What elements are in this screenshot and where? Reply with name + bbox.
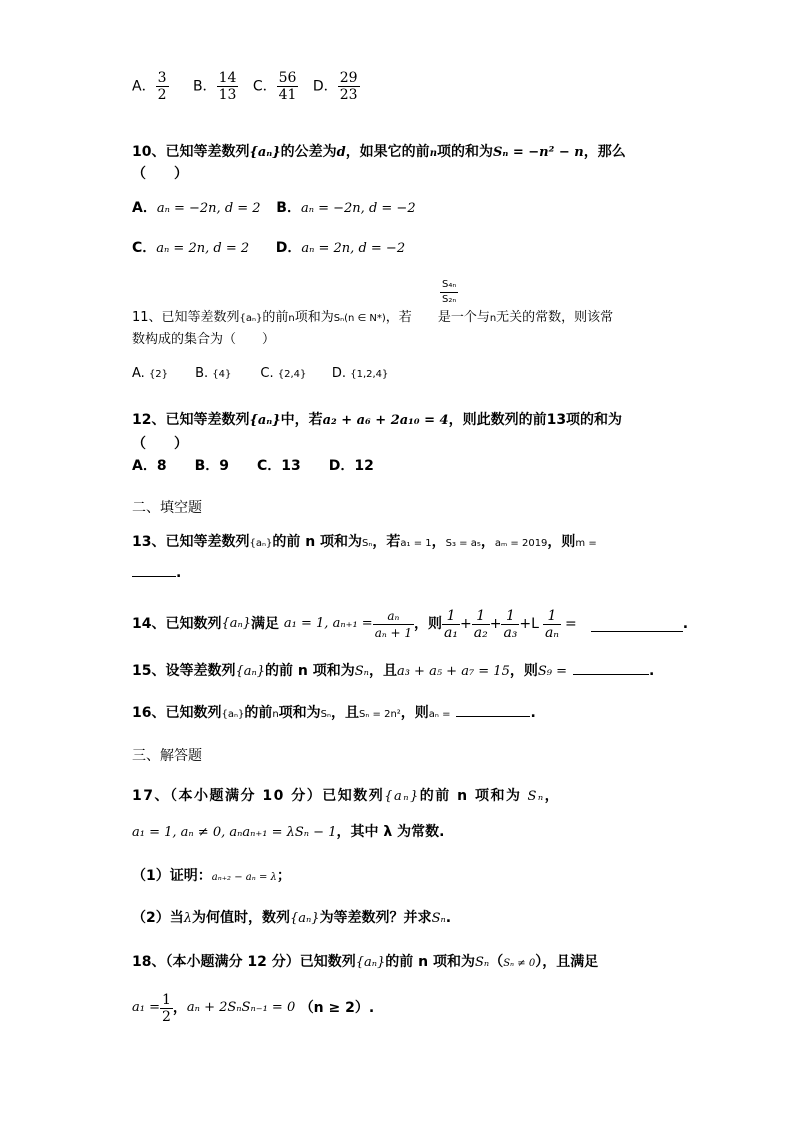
q11-option-b: {4} [212,369,232,380]
q13-blank[interactable] [132,562,176,577]
q9-c-num: 56 [278,70,297,86]
q10-options-row2: C．aₙ = 2n, d = 2 D．aₙ = 2n, d = −2 [132,238,405,259]
q13-stem: 13、已知等差数列{aₙ}的前 n 项和为Sₙ，若a₁ = 1，S₃ = a₅，aₘ = 2019，则m = [132,534,597,550]
q14-stem: 14、已知数列{aₙ}满足 a₁ = 1, aₙ₊₁ = $\frac{\text{aₙ}}{\text{aₙ + 1}}$ ，则 $\frac{1}{\text{a₁}}$ + $\frac{1}{\text{a₂}}$ + $\frac{1}{\text{a₃}}$ +L $\frac{1}{\text{aₙ}}$ = . [132,607,689,641]
q12-options: A．8 B．9 C．13 D．12 [132,458,374,474]
q10-seq: {aₙ} [249,145,281,160]
q18-equation: aₙ + 2SₙSₙ₋₁ = 0 [186,1000,296,1015]
q18-condition: a₁ = $\frac{1}{2}$ ，aₙ + 2SₙSₙ₋₁ = 0 （n ≥ 2）. [132,991,375,1025]
q18-a1-fraction: $\frac{1}{2}$ [162,991,171,1025]
q9-b-num: 14 [218,70,237,86]
q11-option-a: {2} [148,369,169,380]
q9-b-den: 13 [218,87,237,103]
q17-part2: （2）当λ为何值时，数列{aₙ}为等差数列？并求Sₙ. [132,910,452,926]
section-solutions: 三、解答题 [132,748,202,764]
q10-option-c: aₙ = 2n, d = 2 [156,241,250,256]
q9-c-den: 41 [278,87,297,103]
q11-sn: Sₙ(n ∈ N*) [333,313,386,324]
q17-part1: （1）证明：aₙ₊₂ − aₙ = λ； [132,868,291,884]
q17-condition: a₁ = 1, aₙ ≠ 0, aₙaₙ₊₁ = λSₙ − 1，其中 λ 为常数. [132,824,445,840]
q16-stem: 16、已知数列{aₙ}的前n项和为Sₙ，且Sₙ = 2n²，则aₙ = . [132,702,536,725]
q16-blank[interactable] [456,702,530,717]
q9-a-den: 2 [157,87,167,103]
q10-sum-formula: Sₙ = −n² − n [492,145,584,160]
q11-option-d: {1,2,4} [350,369,389,380]
q10-stem: 10、已知等差数列{aₙ}的公差为d，如果它的前n项的和为Sₙ = −n² − n，那么 [132,144,626,160]
q11-stem: 11、已知等差数列{aₙ}的前n项和为Sₙ(n ∈ N*)，若 是一个与n无关的常数，则该常 [132,310,614,325]
q12-paren: （ ） [132,436,188,452]
q13-answer-line: . [132,562,181,583]
q9-options [132,70,370,103]
q10-option-a: aₙ = −2n, d = 2 [156,201,261,216]
q11-option-c: {2,4} [277,369,307,380]
q11-stem-line2: 数构成的集合为（ ） [132,332,276,347]
q9-option-c: C． $\frac{56}{41}$ [252,70,297,103]
q15-equation: a₃ + a₅ + a₇ = 15 [396,664,510,679]
q9-d-num: 29 [339,70,358,86]
q10-option-d: aₙ = 2n, d = −2 [301,241,406,256]
q18-stem: 18、（本小题满分 12 分）已知数列{aₙ}的前 n 项和为Sₙ（Sₙ ≠ 0），且满足 [132,954,599,970]
q12-equation: a₂ + a₆ + 2a₁₀ = 4 [322,413,449,428]
q9-option-a: A． $\frac{3}{2}$ [132,70,167,103]
q17-stem: 17、（本小题满分 10 分）已知数列{aₙ}的前 n 项和为 Sₙ， [132,788,561,804]
q9-a-num: 3 [157,70,167,86]
q12-stem: 12、已知等差数列{aₙ}中，若a₂ + a₆ + 2a₁₀ = 4，则此数列的前13项的和为 [132,412,623,428]
q14-blank[interactable] [591,617,683,632]
q10-options-row1: A．aₙ = −2n, d = 2 B．aₙ = −2n, d = −2 [132,198,416,219]
q9-option-b: B． $\frac{14}{13}$ [192,70,237,103]
q10-paren: （ ） [132,166,188,182]
q9-d-den: 23 [339,87,358,103]
q15-stem: 15、设等差数列{aₙ}的前 n 项和为Sₙ，且a₃ + a₅ + a₇ = 15，则S₉ = . [132,660,654,682]
q15-blank[interactable] [573,660,649,675]
q10-option-b: aₙ = −2n, d = −2 [300,201,416,216]
section-fill-in: 二、填空题 [132,500,202,516]
q11-options: A. {2} B. {4} C. {2,4} D. {1,2,4} [132,364,388,385]
q11-fraction: S₄ₙ S₂ₙ [442,279,457,305]
q14-recurrence-fraction: $\frac{\text{aₙ}}{\text{aₙ + 1}}$ [374,608,413,640]
q9-option-d: D． $\frac{29}{23}$ [312,70,358,103]
q17-condition-formula: a₁ = 1, aₙ ≠ 0, aₙaₙ₊₁ = λSₙ − 1 [132,825,337,840]
